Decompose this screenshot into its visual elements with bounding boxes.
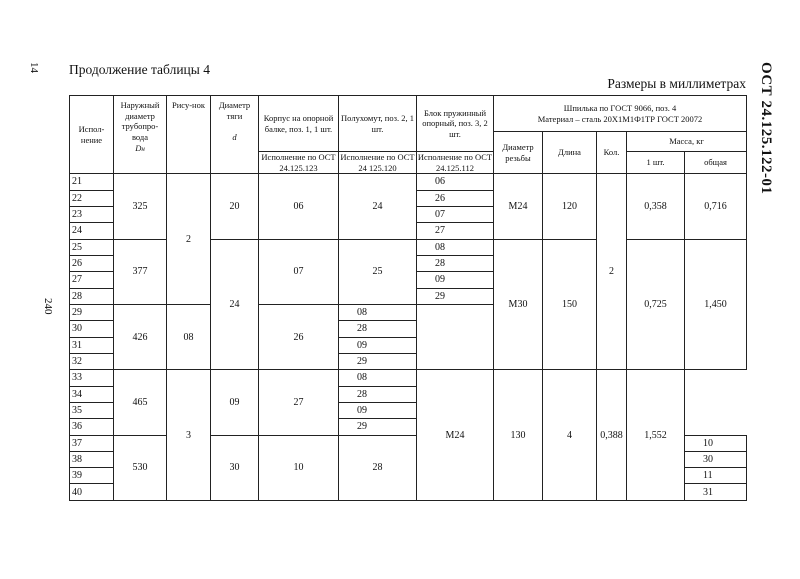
header-clamp-exec: Исполнение по ОСТ 24 125.120: [340, 152, 415, 173]
cell-clamp: 26: [259, 304, 339, 369]
cell-spring-block: 29: [417, 288, 494, 304]
cell-spring-block: 09: [339, 402, 417, 418]
header-block-exec: Исполнение по ОСТ 24.125.112: [417, 152, 493, 173]
cell-mass-one: 0,388: [597, 370, 627, 501]
header-row-1: [70, 96, 747, 132]
cell-thread: М24: [417, 370, 494, 501]
header-mass-one: 1 шт.: [627, 152, 685, 174]
cell-spring-block: 28: [417, 255, 494, 271]
cell-mass-one: 0,358: [627, 174, 685, 239]
cell-outer-diameter: 530: [114, 435, 167, 501]
header-rod-diameter: [211, 96, 259, 174]
symbol-dn: D: [135, 142, 142, 153]
cell-spring-block: 06: [417, 174, 494, 190]
cell-spring-block: 29: [339, 353, 417, 369]
cell-execution: 24: [70, 223, 114, 239]
cell-execution: 22: [70, 190, 114, 206]
cell-execution: 27: [70, 272, 114, 288]
cell-execution: 30: [70, 321, 114, 337]
cell-spring-block: 28: [339, 321, 417, 337]
cell-execution: 29: [70, 304, 114, 320]
header-stud-line2: Материал – сталь 20Х1М1Ф1ТР ГОСТ 20072: [537, 113, 703, 124]
cell-rod-diameter: 24: [211, 239, 259, 370]
cell-rod-diameter: 20: [211, 174, 259, 239]
header-execution: Испол-нение: [70, 96, 114, 174]
side-page-number: 240: [42, 298, 54, 315]
header-rod-diameter-text: Диаметр тяги: [218, 100, 251, 121]
cell-spring-block: 08: [339, 304, 417, 320]
cell-execution: 31: [70, 337, 114, 353]
header-stud-line1: Шпилька по ГОСТ 9066, поз. 4: [563, 102, 677, 113]
table-row: [70, 370, 747, 386]
cell-outer-diameter: 426: [114, 304, 167, 369]
cell-outer-diameter: 377: [114, 239, 167, 304]
cell-spring-block: 07: [417, 206, 494, 222]
cell-execution: 36: [70, 419, 114, 435]
page-number: 14: [28, 62, 40, 73]
cell-housing: 10: [259, 435, 339, 501]
cell-housing: 07: [259, 239, 339, 304]
cell-execution: 39: [70, 468, 114, 484]
cell-clamp: 28: [339, 435, 417, 501]
cell-execution: 34: [70, 386, 114, 402]
cell-spring-block: 10: [685, 435, 747, 451]
header-length: Длина: [543, 132, 597, 174]
header-spring-block: Блок пружинный опорный, поз. 3, 2 шт.: [417, 96, 494, 152]
cell-mass-total: 1,552: [627, 370, 685, 501]
cell-length: 150: [543, 239, 597, 370]
cell-execution: 40: [70, 484, 114, 501]
cell-execution: 23: [70, 206, 114, 222]
cell-spring-block: 29: [339, 419, 417, 435]
cell-spring-block: 30: [685, 451, 747, 467]
cell-execution: 28: [70, 288, 114, 304]
cell-spring-block: 26: [417, 190, 494, 206]
document-code: ОСТ 24.125.122-01: [758, 62, 774, 195]
cell-spring-block: 09: [417, 272, 494, 288]
header-figure: Рису-нок: [167, 96, 211, 174]
cell-housing: 09: [211, 370, 259, 435]
cell-length: 120: [543, 174, 597, 239]
cell-outer-diameter: 465: [114, 370, 167, 435]
cell-spring-block: 08: [417, 239, 494, 255]
table-title: Продолжение таблицы 4: [69, 62, 210, 77]
header-stud-group: [494, 96, 747, 132]
cell-rod-diameter: 30: [211, 435, 259, 501]
cell-execution: 37: [70, 435, 114, 451]
cell-mass-total: 0,716: [685, 174, 747, 239]
cell-outer-diameter: 325: [114, 174, 167, 239]
cell-qty: 4: [543, 370, 597, 501]
cell-spring-block: 11: [685, 468, 747, 484]
cell-clamp: 24: [339, 174, 417, 239]
table-row: [70, 174, 747, 190]
cell-clamp: 27: [259, 370, 339, 435]
cell-spring-block: 08: [339, 370, 417, 386]
cell-figure: 2: [167, 174, 211, 305]
header-outer-diameter: [114, 96, 167, 174]
cell-execution: 35: [70, 402, 114, 418]
header-housing-exec: Исполнение по ОСТ 24.125.123: [259, 152, 339, 174]
cell-qty: 2: [597, 174, 627, 370]
cell-thread: М30: [494, 239, 543, 370]
cell-spring-block: 31: [685, 484, 747, 501]
cell-mass-one: 0,725: [627, 239, 685, 370]
cell-execution: 33: [70, 370, 114, 386]
cell-execution: 26: [70, 255, 114, 271]
cell-execution: 25: [70, 239, 114, 255]
cell-spring-block: 09: [339, 337, 417, 353]
cell-thread: М24: [494, 174, 543, 239]
cell-execution: 32: [70, 353, 114, 369]
dimensions-table: [69, 95, 747, 501]
header-housing: Корпус на опорной балке, поз. 1, 1 шт.: [259, 96, 339, 152]
header-mass: Масса, кг: [627, 132, 747, 152]
header-qty: Кол.: [597, 132, 627, 174]
cell-mass-total: 1,450: [685, 239, 747, 370]
cell-housing: 08: [167, 304, 211, 369]
cell-length: 130: [494, 370, 543, 501]
cell-execution: 21: [70, 174, 114, 190]
units-note: Размеры в миллиметрах: [607, 76, 746, 91]
cell-spring-block: 28: [339, 386, 417, 402]
cell-execution: 38: [70, 451, 114, 467]
cell-spring-block: 27: [417, 223, 494, 239]
symbol-dn-sub: н: [141, 144, 145, 153]
cell-housing: 06: [259, 174, 339, 239]
header-clamp: Полухомут, поз. 2, 1 шт.: [339, 96, 417, 152]
cell-figure: 3: [167, 370, 211, 501]
header-outer-diameter-text: Наружный диаметр трубопро-вода: [120, 100, 160, 142]
header-thread: Диаметр резьбы: [494, 132, 543, 174]
symbol-d: d: [232, 131, 237, 142]
header-mass-total: общая: [685, 152, 747, 174]
cell-clamp: 25: [339, 239, 417, 304]
